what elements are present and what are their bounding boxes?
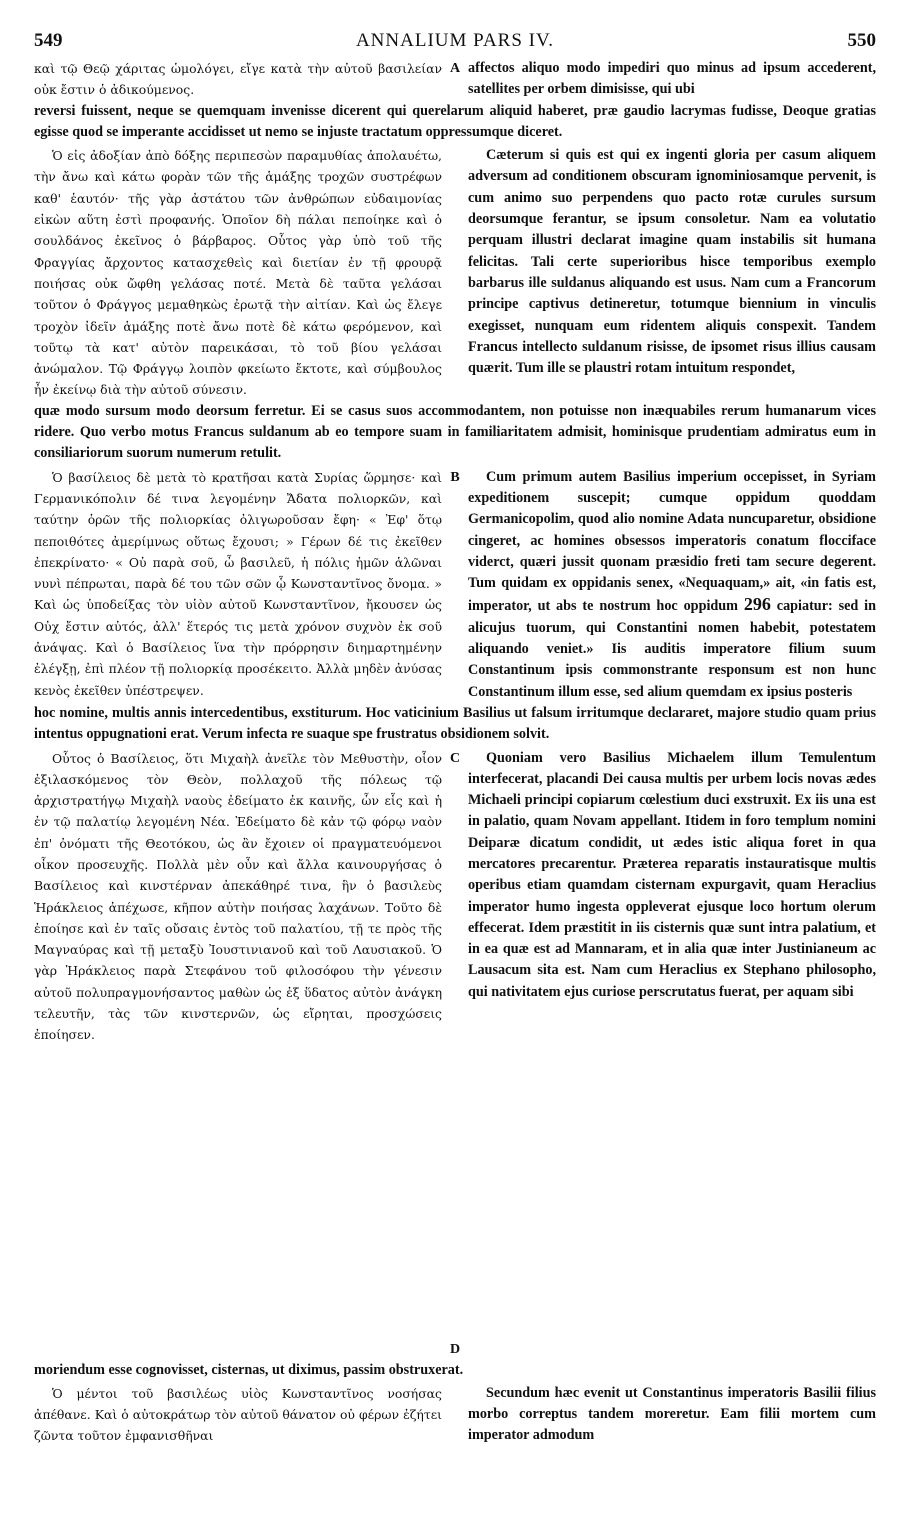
latin-full-width-4: moriendum esse cognovisset, cisternas, ut diximus, passim obstruxerat. — [34, 1361, 464, 1378]
latin-full-width-2: quæ modo sursum modo deorsum ferretur. Ei se casus suos accommodantem, non potuisse non inæquabiles rerum humanarum vices ridere. Quo verbo motus Francus suldanum ab eo tempore suam in familiaritatem admisit, hominisque prudentiam admiratus eum in consiliariorum suorum numerum retulit. — [34, 402, 876, 462]
latin-text-part-a: Cum primum autem Basilius imperium occepisset, in Syriam expeditionem suscepit; cumque oppidum quoddam Germanicopolim, quod alio nomine Adata nuncuparetur, obsidione cingeret, ac homines obsessos imperatoris conatum flocciface viderct, quæri jussit quonam præsidio freti tam secure degerent. Tum quidam ex oppidanis senex, «Nequaquam,» ait, «in fatis est, imperator, ut abs te nostrum hoc oppidum — [468, 468, 876, 615]
margin-marker-a: A — [449, 61, 461, 76]
margin-marker-c: C — [449, 750, 461, 766]
running-title: ANNALIUM PARS IV. — [355, 30, 555, 51]
latin-column: affectos aliquo modo impediri quo minus ad ipsum accederent, satellites per orbem dimisisse, qui ubi — [468, 60, 876, 98]
marker-spacer — [448, 769, 462, 1339]
latin-full-width-3: hoc nomine, multis annis intercedentibus, exstiturum. Hoc vaticinium Basilius ut falsum irritumque declararet, majore studio quam prius intentus oppugnationi erat. Verum infecta re suaque spe frustratus obsidionem solvit. — [34, 704, 876, 743]
latin-column: Secundum hæc evenit ut Constantinus imperatoris Basilii filius morbo correptus tandem moreretur. Eam filii mortem cum imperator admodum — [468, 1384, 876, 1444]
margin-markers-c-d — [448, 748, 462, 1360]
latin-column: Quoniam vero Basilius Michaelem illum Temulentum interfecerat, placandi Dei causa multis per urbem locis novas ædes Michaeli principi copiarum cœlestium duci exstruxit. Ex iis una est in palatio, quam Novam appellant. Itidem in foro templum nomini Deiparæ dicatum condidit, ut ædes istic aliqua foret in qua mercatores precarentur. Præterea reparatis instauratisque multis operibus etiam quamdam cisternam expurgavit, quam Heraclius imperator humo ingesta oppleverat ejusque loco hortum olerum effecerat. Idem præstitit in iis cisternis quæ sunt intra palatium, et in ea quæ est ad Mannaram, et in alia quæ inter Justinianeum ac Lausacum sita est. Nam cum Heraclius ex Stephano philosopho, qui nativitatem ejus curiose perscrutatus fuerat, per aquam sibi — [468, 749, 876, 1000]
parallel-section-2 — [34, 145, 876, 401]
margin-marker-b: B — [450, 469, 460, 485]
latin-full-width-1: reversi fuissent, neque se quemquam invenisse dicerent qui querelarum aliquid haberet, præ gaudio lacrymas fudisse, Deoque gratias egisse quod se imperante accidisset ut nemo se injuste tractatum oppressumque diceret. — [34, 102, 876, 140]
parallel-section-5 — [34, 1383, 876, 1447]
greek-column: Ὁ βασίλειος δὲ μετὰ τὸ κρατῆσαι κατὰ Συρίας ὥρμησε· καὶ Γερμανικόπολιν δέ τινα λεγομένην Ἄδατα πολιορκῶν, καὶ ταύτην ὁρῶν τῆς πολιορκίας ὀλιγωροῦσαν ἔφη· « Ἐφ' ὅτῳ πεποιθότες ἀμερίμνως οὕτως ἔχουσι; » Γέρων δέ τις ἐκεῖθεν ἐπεκρίνατο· « Οὐ παρὰ σοῦ, ὦ βασιλεῦ, ἡ πόλις ἡμῶν ἁλῶναι νυνὶ πέπρωται, παρὰ δέ του τῶν σῶν ᾧ Κωνσταντῖνος ὄνομα. » Καὶ ὡς ὑποδείξας τὸν υἱὸν αὐτοῦ Κωνσταντῖνον, ἤκουσεν ὡς Οὐχ ἔστιν αὐτός, ἀλλ' ἕτερός τις μετὰ χρόνον συχνὸν ἐκ σοῦ ἀνάψας. Καὶ ὁ Βασίλειος ἵνα τὴν πρόρρησιν διημαρτημένην ἐλέγξῃ, ἐπὶ πλέον τῇ πολιορκίᾳ προσέκειτο. Ἀλλὰ μηδὲν ἀνύσας κενὸς ἐκεῖθεν ὑπέστρεψεν. — [34, 469, 442, 698]
margin-marker-d: D — [449, 1341, 461, 1357]
greek-column: καὶ τῷ Θεῷ χάριτας ὡμολόγει, εἴγε κατὰ τὴν αὐτοῦ βασιλείαν οὐκ ἔστιν ὁ ἀδικούμενος. — [34, 61, 442, 98]
page-number-right: 550 — [847, 30, 876, 51]
greek-column: Ὁ μέντοι τοῦ βασιλέως υἱὸς Κωνσταντῖνος νοσήσας ἀπέθανε. Καὶ ὁ αὐτοκράτωρ τὸν αὐτοῦ θάνατον οὐ φέρων ἐζήτει ζῶντα τοῦτον ἐμφανισθῆναι — [34, 1385, 442, 1444]
page-number-left: 549 — [34, 30, 63, 51]
parallel-section-4 — [34, 748, 876, 1360]
document-page — [34, 30, 876, 1520]
parallel-section-1 — [34, 58, 876, 101]
running-header — [34, 30, 876, 56]
latin-column — [462, 467, 876, 703]
greek-column: Οὗτος ὁ Βασίλειος, ὅτι Μιχαὴλ ἀνεῖλε τὸν Μεθυστὴν, οἷον ἐξιλασκόμενος τὸν Θεὸν, πολλαχοῦ τῆς πόλεως τῷ ἀρχιστρατήγῳ Μιχαὴλ ναοὺς ἐδείματο ἐκ καινῆς, ὧν εἷς καὶ ἡ ἐν τῷ παλατίῳ λεγομένη Νέα. Ἐδείματο δὲ κἀν τῷ φόρῳ ναὸν ἐπ' ὀνόματι τῆς Θεοτόκου, ὡς ἂν ἔχοιεν οἱ πραγματευόμενοι οἶκον προσευχῆς. Πολλὰ μὲν οὖν καὶ ἄλλα καινουργήσας ὁ Βασίλειος καὶ κινστέρναν ἀπεκάθηρέ τινα, ἣν ὁ βασιλεὺς Ἡράκλειος ἀπέχωσε, κῆπον αὐτὴν ποιήσας λαχάνων. Τοῦτο δὲ ἐποίησε καὶ ἐν ταῖς οὔσαις ἐντὸς τοῦ παλατίου, τῇ τε πρὸς τῆς Μαγναύρας καὶ τῇ μεταξὺ Ἰουστινιανοῦ καὶ τοῦ Λαυσιακοῦ. Ὁ γὰρ Ἡράκλειος παρὰ Στεφάνου τοῦ φιλοσόφου τὴν γένεσιν αὐτοῦ πολυπραγμονήσαντος μαθὼν ὡς ἐξ ὕδατος αὐτὸν ἀνάγκη τελευτῆν, τὰς τῶν κινστερνῶν, ὡς εἴρηται, προσχώσεις ἐποίησεν. — [34, 750, 442, 1043]
edition-page-number: 296 — [743, 594, 771, 615]
latin-column: Cæterum si quis est qui ex ingenti gloria per casum aliquem adversum ad conditionem obscuram ignominiosamque pervenit, is cum animo suo perpendens quo pacto rotæ curules sursum deorsumque ferantur, se ipsum consoletur. Nam ea volutatio perquam illustri declarat imagine quam instabilis sit humana felicitas. Tali certe superioribus hisce temporibus exemplo barbarus ille suldanus aliquando est usus. Nam cum a Francorum principe captivus detineretur, totumque biennium in vinculis exegisset, nunquam eum ridentem aliquis conspexit. Tandem Francus intellecto suldanum risisse, de ipsomet risus illius causam quærit. Tum ille se plaustri rotam intuitum respondet, — [468, 147, 876, 377]
parallel-section-3 — [34, 467, 876, 703]
latin-text-part-b: capiatur: sed in alicujus tuorum, qui Constantini nomen habebit, potestatem aliquando veniet.» Iis auditis imperatore filium suum Constantinum ipsis commonstrante responsum est non hunc Constantinum illum esse, sed alium quemdam ex ipsius posteris — [468, 598, 877, 700]
greek-column: Ὁ εἰς ἀδοξίαν ἀπὸ δόξης περιπεσὼν παραμυθίας ἀπολαυέτω, τὴν ἄνω καὶ κάτω φορὰν τῶν τῆς ἁμάξης τροχῶν συστρέφων καθ' ἑαυτόν· τῆς γὰρ ἀστάτου τῶν ἀνθρώπων εὐδαιμονίας εἰκὼν αὕτη ἐστὶ προφανής. Ὁποῖον δὴ πάλαι πεποίηκε καὶ ὁ σουλδάνος ἐκεῖνος ὁ βάρβαρος. Οὗτος γὰρ ὑπὸ τοῦ τῆς Φραγγίας ἄρχοντος κατασχεθεὶς καὶ διετίαν ἐν τῇ φρουρᾷ ποιήσας οὐκ ὤφθη γελάσας ποτέ. Μετὰ δὲ ταῦτα γελάσαι τοῦτον ὁ Φράγγος μεμαθηκὼς ἐρωτᾷ τὴν αἰτίαν. Καὶ ὡς ἔλεγε τροχὸν ἰδεῖν ἁμάξης ποτὲ ἄνω ποτὲ δὲ κάτω φερόμενον, καὶ τοῦτῳ τὰ κατ' αὐτὸν παρεικάσαι, τὸ τοῦ βίου γελάσαι ἀνώμαλον. Τῷ Φράγγῳ λοιπὸν φκείωτο ἔκτοτε, καὶ σύμβουλος ἦν ἐκείνῳ διὰ τὴν αὐτοῦ σύνεσιν. — [34, 148, 442, 398]
